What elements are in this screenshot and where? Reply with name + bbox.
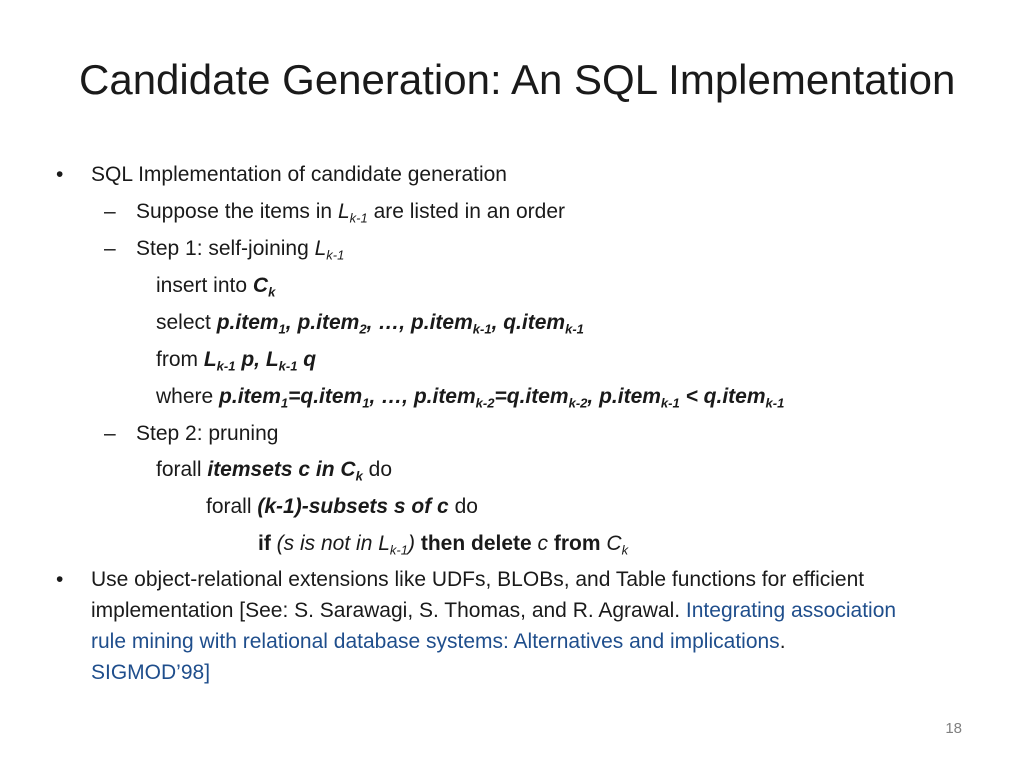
reference-venue: SIGMOD’98]: [91, 661, 211, 684]
prune-forall-subsets-line: forall (k-1)-subsets s of c do: [206, 495, 478, 518]
subitem-step1-text: Step 1: self-joining $L_{k-1}$: [136, 237, 345, 263]
reference-link[interactable]: Integrating association: [685, 599, 897, 622]
slide-title: Candidate Generation: An SQL Implementation: [79, 56, 956, 103]
sql-select-line: select p.item$_1$, p.item$_2$, …, p.item$_{k-1}$, q.item$_{k-1}$: [156, 311, 584, 337]
en-dash-icon: –: [104, 422, 116, 445]
bullet-dot-icon: •: [56, 568, 64, 591]
bullet-2-line-3: rule mining with relational database systems: Alternatives and implications.: [91, 630, 786, 653]
sql-from-line: from $L_{k-1}$ p, $L_{k-1}$ q: [156, 348, 317, 374]
prune-if-line: if (s is not in $L_{k-1}$) then delete c from $C_k$: [258, 532, 629, 558]
sql-where-line: where p.item$_1$=q.item$_1$, …, p.item$_{k-2}$=q.item$_{k-2}$, p.item$_{k-1}$ < q.item$_{k-1}$: [156, 385, 785, 411]
subitem-step2-text: Step 2: pruning: [136, 422, 279, 445]
reference-link[interactable]: rule mining with relational database systems: Alternatives and implications: [91, 630, 780, 653]
en-dash-icon: –: [104, 200, 116, 223]
subitem-order-text: Suppose the items in $L_{k-1}$ are listed in an order: [136, 200, 566, 226]
prune-forall-itemsets-line: forall itemsets c in $C_k$ do: [156, 458, 393, 484]
en-dash-icon: –: [104, 237, 116, 260]
page-number: 18: [945, 720, 962, 737]
bullet-2-line-1: Use object-relational extensions like UDFs, BLOBs, and Table functions for efficient: [91, 568, 865, 591]
bullet-1-text: SQL Implementation of candidate generation: [91, 163, 507, 186]
sql-insert-line: insert into $C_k$: [156, 274, 276, 300]
bullet-dot-icon: •: [56, 163, 64, 186]
bullet-2-line-2: implementation [See: S. Sarawagi, S. Thomas, and R. Agrawal. Integrating association: [91, 599, 897, 622]
